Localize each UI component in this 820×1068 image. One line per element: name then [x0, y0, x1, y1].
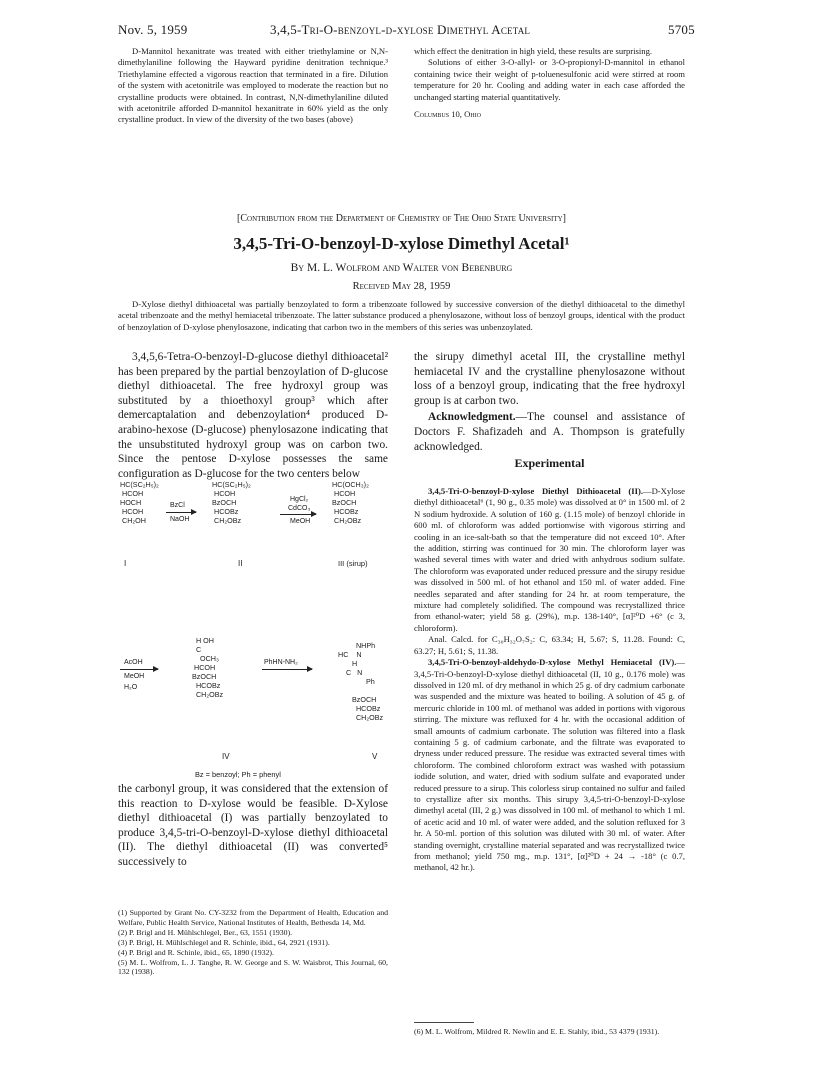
abstract-text: D-Xylose diethyl dithioacetal was partially benzoylated to form a tribenzoate followed by successive conversion of the diethyl dithioacetal to the dimethyl acetal tribenzoate and the methyl hemiacetal tribenzoate. The latter substance produced a phenylosazone, without loss of benzoyl groups, identical with the product of benzoylation of D-xylose phenylosazone, indicating that carbon two in the members of this series was unbenzoylated.: [118, 299, 685, 332]
footnote-1: (1) Supported by Grant No. CY-3232 from the Department of Health, Education and Welfare, Public Health Service, National Institutes of Health, Bethesda 14, Md.: [118, 908, 388, 927]
running-header-title: 3,4,5-Tri-O-benzoyl-d-xylose Dimethyl Acetal: [270, 22, 531, 37]
footnote-4: (4) P. Brigl and R. Schinle, ibid., 65, 1890 (1932).: [118, 947, 274, 957]
experiment-1-analysis: Anal. Calcd. for C₃₀H₃₂O₇S₂: C, 63.34; H, 5.67; S, 11.28. Found: C, 63.27; H, 5.61; S, 11.38.: [414, 634, 685, 656]
experimental-section: [414, 486, 685, 874]
label-IV: IV: [222, 752, 230, 761]
scheme-legend: Bz = benzoyl; Ph = phenyl: [195, 770, 281, 779]
received-date: Received May 28, 1959: [352, 281, 451, 292]
compound-III-structure: HC(OCH₃)₂ HCOH BzOCH HCOBz CH₂OBz: [332, 480, 369, 525]
reagent-water: H₂O: [124, 684, 138, 691]
reaction-arrow-2: [280, 514, 316, 515]
experiment-1-text: —D-Xylose diethyl dithioacetal⁶ (1, 90 g., 0.35 mole) was dissolved at 0° in 1500 ml. of 2 N sodium hydroxide. A solution of 160 g. (1.15 mole) of benzoyl chloride in 600 ml. of chloroform was added portionwise with vigorous stirring and cooling in an ice-salt-bath so that the temperature did not exceed 10°. After the addition, stirring was continued for 30 min. The chloroform layer was washed several times with water and dried with anhydrous sodium sulfate. The chloroform was evaporated under reduced pressure and the sirupy residue was dissolved in 500 ml. of hot ethanol and 150 ml. of water added. Fine needles separated and after standing for 24 hr. at room temperature, the mixture had completely solidified. The compound was recrystallized thrice from ethanol-water; yield 58 g. (29%), m.p. 138-140°, [α]²⁰D +6° (c 3, chloroform).: [414, 486, 685, 633]
label-I: I: [124, 559, 127, 568]
footnote-5: (5) M. L. Wolfrom, L. J. Tanghe, R. W. George and S. W. Waisbrot, This Journal, 60, 132 (1938).: [118, 957, 388, 977]
body-left-continued: [118, 782, 388, 870]
prev-article-paragraph-2: Solutions of either 3-O-allyl- or 3-O-propionyl-D-mannitol in ethanol containing twice their weight of p-toluenesulfonic acid were stirred at room temperature for 20 hr. Cooling and adding water in each case afforded the unchanged starting material quantitatively.: [414, 57, 685, 102]
footnote-divider: [414, 1022, 474, 1023]
body-right-column: [414, 350, 685, 473]
reaction-arrow-1: [166, 512, 196, 513]
compound-II-structure: HC(SC₂H₅)₂ HCOH BzOCH HCOBz CH₂OBz: [212, 480, 251, 525]
compound-IV-structure: H OH C OCH₃ HCOH BzOCH HCOBz CH₂OBz: [192, 636, 224, 699]
reaction-arrow-4: [262, 669, 312, 670]
label-V: V: [372, 752, 378, 761]
label-II: II: [238, 559, 243, 568]
prev-article-left-column: [118, 46, 388, 126]
footnote-6: (6) M. L. Wolfrom, Mildred R. Newlin and E. E. Stahly, ibid., 53 4379 (1931).: [414, 1027, 660, 1036]
reagent-naoh: NaOH: [170, 516, 190, 523]
reagent-cdco3: CdCO₃: [288, 505, 311, 512]
running-header-date: Nov. 5, 1959: [118, 22, 188, 37]
reagent-meoh: MeOH: [290, 518, 311, 525]
reagent-bzcl: BzCl: [170, 502, 185, 509]
reagent-meoh-2: MeOH: [124, 673, 145, 680]
reagent-acoh: AcOH: [124, 659, 143, 666]
footnotes-left: [118, 908, 388, 977]
reagent-phenylhydrazine: PhHN-NH₂: [264, 659, 298, 666]
experiment-1-heading: 3,4,5-Tri-O-benzoyl-D-xylose Diethyl Dithioacetal (II).: [428, 486, 643, 496]
experiment-2-text: —3,4,5-Tri-O-benzoyl-D-xylose diethyl dithioacetal (II, 10 g., 0.176 mole) was dissolved in 120 ml. of dry methanol in which 25 g. of dry cadmium carbonate was suspended and the mixture was heated to boiling. A solution of 45 g. of mercuric chloride in 100 ml. of methanol was added in portions with vigorous stirring. The mixture was refluxed for 4 hr. with the occasional addition of small amounts of cadmium carbonate. The solution was filtered into a flask containing 5 g. of cadmium carbonate, and the filtrate was evaporated to dryness under reduced pressure. The residue was extracted several times with chloroform. The combined chloroform extract was washed with potassium iodide solution, and water, dried with sodium sulfate and evaporated under reduced pressure to a sirup. This colorless sirup contained no sulfur and failed to crystallize after six months. This sirupy 3,4,5-tri-O-benzoyl-D-xylose dimethyl acetal (III, 2 g.) was dissolved in 100 ml. of methanol to which 1 ml. of acetic acid and 10 ml. of water were added, and the solution refluxed for 3 hr. A 50-ml. portion of this solution was diluted with 30 ml. of water. After standing overnight, crystalline material separated and was recrystallized twice from methanol; yield 750 mg., m.p. 131°, [α]²⁰D + 24 → -18° (c 0.7, methanol, 42 hr.).: [414, 657, 685, 873]
right-intro-paragraph: the sirupy dimethyl acetal III, the crystalline methyl hemiacetal IV and the crystalline phenylosazone without loss of a benzoyl group, indicating that the free hydroxyl group is at carbon two.: [414, 351, 685, 407]
prev-article-paragraph: D-Mannitol hexanitrate was treated with either triethylamine or N,N-dimethylaniline following the Hayward pyridine denitration technique.³ Triethylamine effected a vigorous reaction that terminated in a fire. Dilution of the system with acetonitrile was employed to moderate the reaction but no crystalline products were obtained. In contrast, N,N-dimethylaniline diluted with acetonitrile afforded D-mannitol hexanitrate in 60% yield as the only crystalline product. In view of the diversity of the two bases (above): [118, 46, 388, 125]
reaction-arrow-3: [120, 669, 158, 670]
footnote-3: (3) P. Brigl, H. Mühlschlegel and R. Schinle, ibid., 64, 2921 (1931).: [118, 937, 330, 947]
acknowledgment-text: —The counsel and assistance of Doctors F. Shafizadeh and A. Thompson is gratefully acknowledged.: [414, 411, 685, 453]
authors: By M. L. Wolfrom and Walter von Bebenburg: [290, 262, 513, 274]
experiment-2-heading: 3,4,5-Tri-O-benzoyl-aldehydo-D-xylose Methyl Hemiacetal (IV).: [428, 657, 677, 668]
page-number: 5705: [668, 22, 695, 37]
body-paragraph-continued: the carbonyl group, it was considered that the extension of this reaction to D-xylose would be feasible. D-Xylose diethyl dithioacetal (I) was partially benzoylated to produce 3,4,5-tri-O-benzoyl-D-xylose diethyl dithioacetal (II). The diethyl dithioacetal (II) was converted⁵ successively to: [118, 783, 388, 868]
intro-paragraph: 3,4,5,6-Tetra-O-benzoyl-D-glucose diethyl dithioacetal² has been prepared by the partial benzoylation of D-glucose diethyl dithioacetal. The free hydroxyl group was substituted by a thioethoxyl group³ which after demercaptalation and debenzoylation⁴ produced D-arabino-hexose (D-glucose) phenylosazone indicating that the unsubstituted hydroxyl group was on carbon two. Since the pentose D-xylose possesses the same configuration as D-glucose for the two centers below: [118, 351, 388, 480]
label-III: III (sirup): [338, 559, 368, 568]
experimental-heading: Experimental: [514, 456, 585, 471]
abstract: [118, 299, 685, 333]
compound-I-structure: HC(SC₂H₅)₂ HCOH HOCH HCOH CH₂OH: [120, 480, 159, 525]
compound-V-structure: NHPh HC N H C N Ph: [336, 641, 376, 686]
compound-V-chain: BzOCH HCOBz CH₂OBz: [352, 695, 384, 722]
article-title: 3,4,5-Tri-O-benzoyl-D-xylose Dimethyl Acetal¹: [233, 234, 570, 253]
prev-article-paragraph-continued: which effect the denitration in high yield, these results are surprising.: [414, 46, 653, 56]
prev-article-right-column: [414, 46, 685, 120]
acknowledgment-heading: Acknowledgment.: [428, 411, 516, 424]
prev-article-location: Columbus 10, Ohio: [414, 109, 481, 120]
reagent-hgcl2: HgCl₂: [290, 496, 309, 503]
contribution-line: [Contribution from the Department of Chemistry of The Ohio State University]: [237, 213, 566, 224]
intro-left-column: [118, 350, 388, 481]
footnote-2: (2) P. Brigl and H. Mühlschlegel, Ber., 63, 1551 (1930).: [118, 927, 293, 937]
